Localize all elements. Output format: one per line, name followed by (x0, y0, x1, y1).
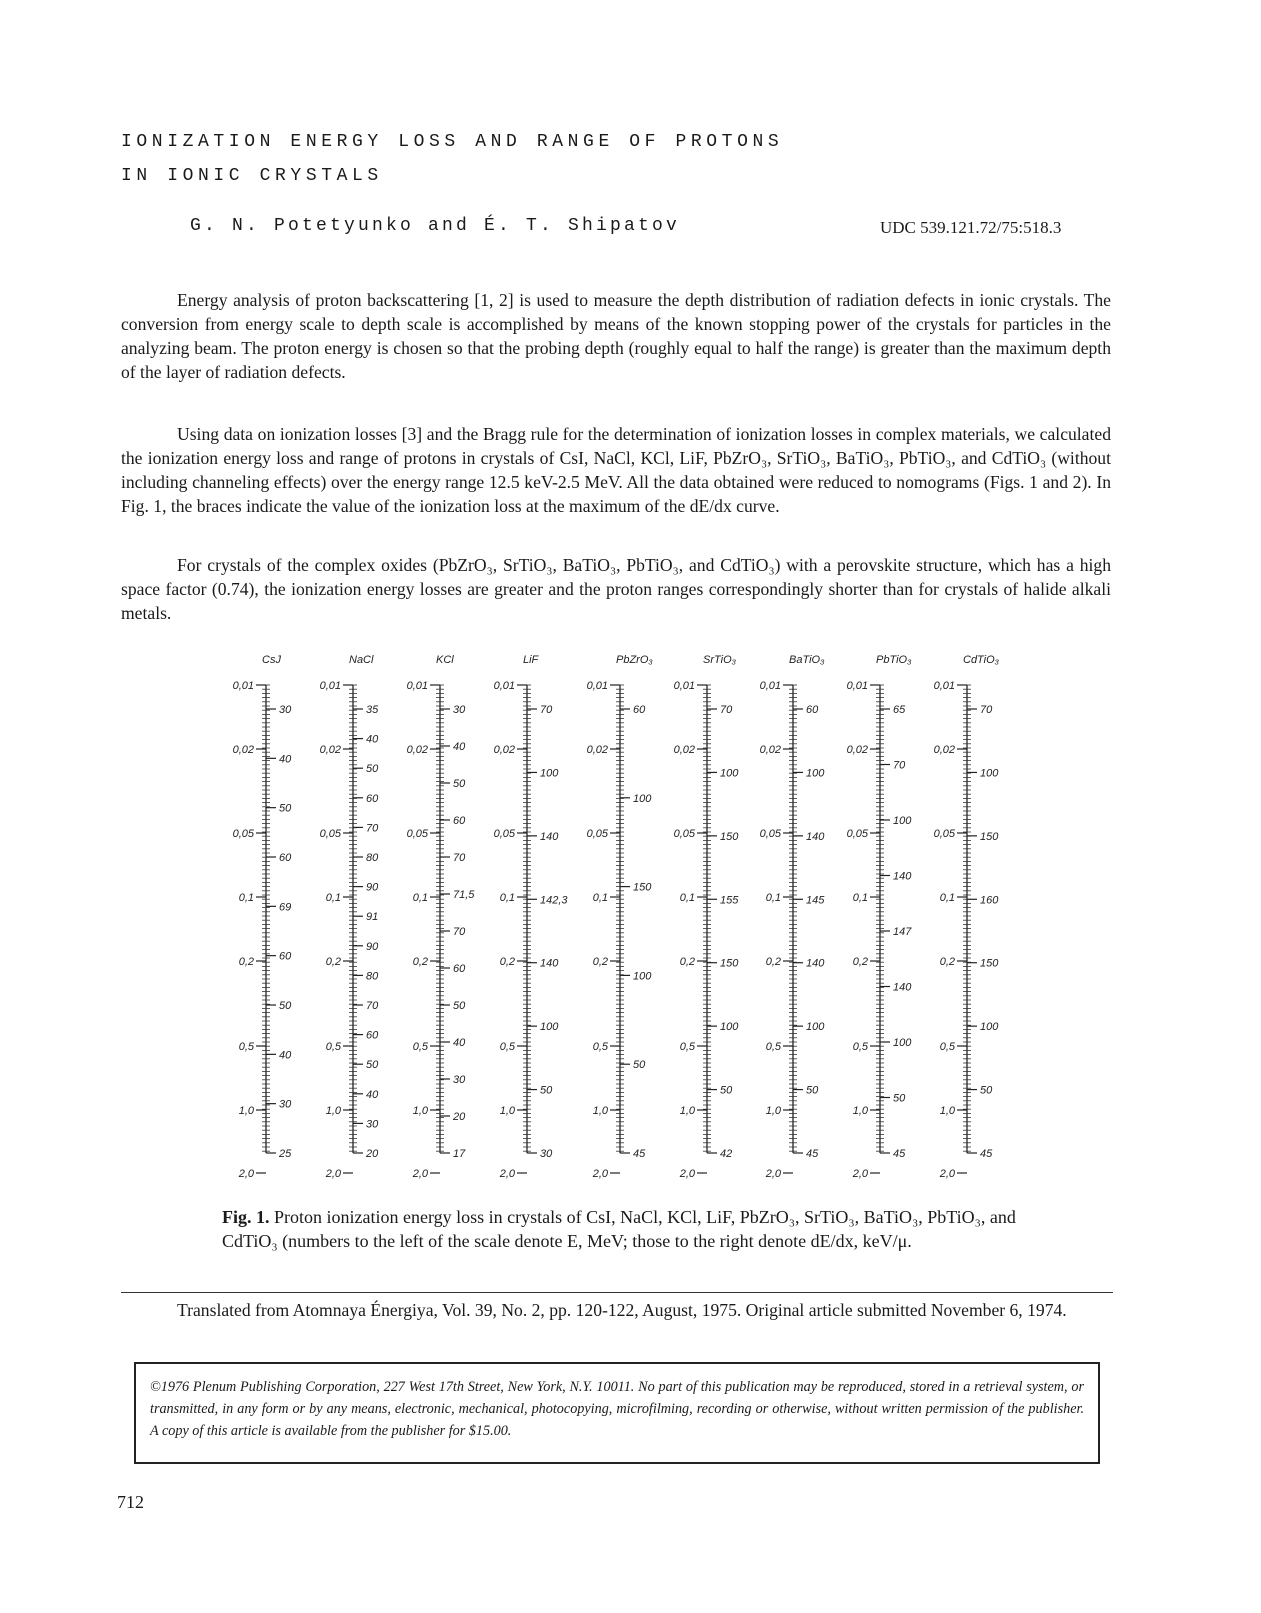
dedx-label: 100 (980, 1021, 999, 1034)
dedx-label: 40 (279, 753, 292, 766)
energy-label: 1,0 (765, 1105, 781, 1117)
energy-label: 0,1 (412, 892, 428, 904)
dedx-label: 155 (720, 894, 739, 907)
dedx-label: 145 (806, 894, 825, 907)
dedx-label: 140 (540, 830, 559, 843)
dedx-label: 40 (453, 1037, 466, 1049)
dedx-label: 60 (633, 704, 646, 716)
energy-label: 0,05 (319, 828, 341, 840)
energy-label: 0,02 (586, 744, 608, 756)
scale-name-0: CsJ (262, 654, 281, 666)
dedx-label: 30 (453, 1074, 466, 1086)
energy-label: 0,1 (765, 892, 781, 904)
energy-label: 0,2 (238, 956, 254, 968)
energy-label: 0,1 (939, 892, 955, 904)
energy-label: 0,05 (846, 828, 868, 840)
dedx-label: 70 (980, 704, 993, 716)
scale-name-1: NaCl (349, 654, 374, 666)
dedx-label: 91 (366, 911, 379, 924)
dedx-label: 50 (893, 1092, 906, 1105)
dedx-label: 60 (806, 704, 819, 716)
dedx-label: 147 (893, 926, 912, 938)
energy-label: 1,0 (325, 1105, 341, 1117)
dedx-label: 45 (893, 1148, 906, 1160)
paragraph-2-text: Using data on ionization losses [3] and the Bragg rule for the determination of ionization losses in complex materials, we calculated the ionization energy loss and range of protons in crystals of CsI, NaCl, KCl, LiF, PbZrO₃, SrTiO₃, BaTiO₃, PbTiO₃, and CdTiO₃ (without including channeling effects) over the energy range 12.5 keV-2.5 MeV. All the data obtained were reduced to nomograms (Figs. 1 and 2). In Fig. 1, the braces indicate the value of the ionization loss at the maximum of the dE/dx curve. (121, 424, 1111, 516)
paragraph-3 (121, 553, 1111, 625)
energy-label: 2,0 (592, 1168, 608, 1180)
dedx-label: 50 (633, 1059, 646, 1072)
energy-label: 0,5 (325, 1041, 341, 1053)
dedx-label: 150 (980, 830, 999, 843)
dedx-label: 50 (366, 763, 379, 776)
authors: G. N. Potetyunko and É. T. Shipatov (190, 216, 681, 236)
scale-name-6: BaTiO₃ (789, 654, 825, 666)
dedx-label: 70 (720, 704, 733, 716)
energy-label: 0,1 (592, 892, 608, 904)
energy-label: 0,2 (765, 956, 781, 968)
dedx-label: 30 (366, 1118, 379, 1131)
energy-label: 2,0 (238, 1168, 254, 1180)
energy-label: 0,2 (679, 956, 695, 968)
scale-name-8: CdTiO₃ (963, 654, 1000, 666)
energy-label: 0,01 (933, 680, 955, 692)
dedx-label: 50 (279, 1000, 292, 1012)
energy-label: 1,0 (852, 1105, 868, 1117)
dedx-label: 150 (980, 957, 999, 970)
energy-label: 0,01 (673, 680, 695, 692)
energy-label: 0,01 (846, 680, 868, 692)
energy-label: 2,0 (325, 1168, 341, 1180)
dedx-label: 80 (366, 970, 379, 983)
dedx-label: 100 (540, 767, 559, 780)
dedx-label: 40 (366, 733, 379, 746)
dedx-label: 150 (720, 830, 739, 843)
energy-label: 0,2 (592, 956, 608, 968)
dedx-label: 70 (366, 822, 379, 835)
figure-caption-text: Proton ionization energy loss in crystals of CsI, NaCl, KCl, LiF, PbZrO₃, SrTiO₃, BaTiO₃, PbTiO₃, and CdTiO₃ (numbers to the left of the scale denote E, MeV; those to the right denote dE/dx, keV/μ. (222, 1207, 1016, 1251)
scale-name-7: PbTiO₃ (876, 654, 912, 666)
copyright-box (134, 1362, 1100, 1464)
dedx-label: 45 (980, 1148, 993, 1160)
article-title-line-1: IONIZATION ENERGY LOSS AND RANGE OF PROTONS (121, 132, 784, 152)
dedx-label: 100 (633, 792, 652, 805)
dedx-label: 60 (279, 950, 292, 963)
energy-label: 2,0 (499, 1168, 515, 1180)
energy-label: 0,05 (759, 828, 781, 840)
energy-label: 0,05 (232, 828, 254, 840)
energy-label: 0,5 (592, 1041, 608, 1053)
dedx-label: 100 (633, 970, 652, 983)
dedx-label: 50 (540, 1084, 553, 1097)
energy-label: 0,2 (325, 956, 341, 968)
energy-label: 0,05 (673, 828, 695, 840)
energy-label: 1,0 (412, 1105, 428, 1117)
dedx-label: 40 (279, 1049, 292, 1062)
article-title-line-2: IN IONIC CRYSTALS (121, 166, 383, 186)
energy-label: 0,1 (238, 892, 254, 904)
scale-name-5: SrTiO₃ (703, 654, 736, 666)
figure-caption-label: Fig. 1. (222, 1207, 270, 1227)
energy-label: 2,0 (852, 1168, 868, 1180)
energy-label: 1,0 (238, 1105, 254, 1117)
energy-label: 2,0 (679, 1168, 695, 1180)
dedx-label: 60 (453, 815, 466, 827)
paragraph-3-text: For crystals of the complex oxides (PbZrO₃, SrTiO₃, BaTiO₃, PbTiO₃, and CdTiO₃) with a perovskite structure, which has a high space factor (0.74), the ionization energy losses are greater and the proton ranges correspondingly shorter than for crystals of halide alkali metals. (121, 555, 1111, 623)
energy-label: 0,05 (406, 828, 428, 840)
dedx-label: 140 (893, 870, 912, 883)
dedx-label: 70 (893, 759, 906, 772)
udc-code: UDC 539.121.72/75:518.3 (880, 218, 1062, 237)
energy-label: 0,01 (759, 680, 781, 692)
dedx-label: 60 (366, 1029, 379, 1042)
dedx-label: 69 (279, 901, 292, 914)
dedx-label: 100 (806, 767, 825, 780)
energy-label: 0,5 (939, 1041, 955, 1053)
paragraph-1-text: Energy analysis of proton backscattering [1, 2] is used to measure the depth distribution of radiation defects in ionic crystals. The conversion from energy scale to depth scale is accomplished by means of the known stopping power of the crystals for particles in the analyzing beam. The proton energy is chosen so that the probing depth (roughly equal to half the range) is greater than the maximum depth of the layer of radiation defects. (121, 290, 1111, 382)
energy-label: 0,01 (232, 680, 254, 692)
energy-label: 0,02 (933, 744, 955, 756)
dedx-label: 60 (453, 963, 466, 975)
dedx-label: 50 (453, 778, 466, 790)
dedx-label: 60 (279, 852, 292, 864)
dedx-label: 45 (806, 1148, 819, 1160)
dedx-label: 70 (453, 852, 466, 864)
dedx-label: 150 (720, 957, 739, 970)
energy-label: 2,0 (939, 1168, 955, 1180)
energy-label: 0,01 (406, 680, 428, 692)
figure-caption (222, 1205, 1030, 1253)
dedx-label: 35 (366, 704, 379, 716)
dedx-label: 100 (540, 1021, 559, 1034)
dedx-label: 50 (453, 1000, 466, 1012)
energy-label: 0,2 (412, 956, 428, 968)
scale-name-4: PbZrO₃ (616, 654, 653, 666)
energy-label: 0,5 (679, 1041, 695, 1053)
dedx-label: 40 (366, 1088, 379, 1101)
energy-label: 0,5 (412, 1041, 428, 1053)
dedx-label: 20 (366, 1148, 379, 1160)
energy-label: 0,1 (852, 892, 868, 904)
scale-name-3: LiF (523, 654, 539, 666)
energy-label: 1,0 (939, 1105, 955, 1117)
dedx-label: 100 (980, 767, 999, 780)
dedx-label: 42 (720, 1148, 733, 1160)
dedx-label: 40 (453, 741, 466, 753)
energy-label: 1,0 (592, 1105, 608, 1117)
dedx-label: 90 (366, 881, 379, 894)
paragraph-1 (121, 288, 1111, 384)
dedx-label: 45 (633, 1148, 646, 1160)
energy-label: 0,05 (493, 828, 515, 840)
energy-label: 0,02 (319, 744, 341, 756)
translation-note (121, 1298, 1111, 1322)
copyright-text: ©1976 Plenum Publishing Corporation, 227 West 17th Street, New York, N.Y. 10011. No part of this publication may be reproduced, stored in a retrieval system, or transmitted, in any form or by any means, electronic, mechanical, photocopying, microfilming, recording or otherwise, without written permission of the publisher. A copy of this article is available from the publisher for $15.00. (150, 1379, 1084, 1439)
dedx-label: 80 (366, 852, 379, 864)
energy-label: 2,0 (765, 1168, 781, 1180)
energy-label: 1,0 (499, 1105, 515, 1117)
dedx-label: 30 (279, 1098, 292, 1111)
dedx-label: 140 (893, 981, 912, 994)
dedx-label: 142,3 (540, 894, 568, 907)
dedx-label: 50 (720, 1084, 733, 1097)
dedx-label: 150 (633, 881, 652, 894)
translation-note-text: Translated from Atomnaya Énergiya, Vol. 39, No. 2, pp. 120-122, August, 1975. Original article submitted November 6, 1974. (177, 1300, 1067, 1320)
energy-label: 0,01 (319, 680, 341, 692)
dedx-label: 65 (893, 704, 906, 716)
energy-label: 0,2 (499, 956, 515, 968)
energy-label: 0,2 (852, 956, 868, 968)
dedx-label: 71,5 (453, 889, 475, 901)
energy-label: 0,01 (493, 680, 515, 692)
energy-label: 0,02 (232, 744, 254, 756)
energy-label: 0,2 (939, 956, 955, 968)
dedx-label: 50 (806, 1084, 819, 1097)
dedx-label: 17 (453, 1148, 466, 1160)
dedx-label: 50 (980, 1084, 993, 1097)
dedx-label: 30 (279, 704, 292, 716)
energy-label: 0,02 (673, 744, 695, 756)
energy-label: 2,0 (412, 1168, 428, 1180)
energy-label: 0,1 (499, 892, 515, 904)
energy-label: 0,5 (499, 1041, 515, 1053)
dedx-label: 100 (720, 1021, 739, 1034)
energy-label: 0,5 (238, 1041, 254, 1053)
dedx-label: 30 (540, 1148, 553, 1160)
dedx-label: 50 (279, 802, 292, 815)
energy-label: 0,02 (493, 744, 515, 756)
dedx-label: 20 (453, 1111, 466, 1123)
dedx-label: 70 (540, 704, 553, 716)
dedx-label: 100 (720, 767, 739, 780)
energy-label: 0,02 (759, 744, 781, 756)
dedx-label: 90 (366, 940, 379, 953)
energy-label: 0,05 (586, 828, 608, 840)
energy-label: 1,0 (679, 1105, 695, 1117)
dedx-label: 30 (453, 704, 466, 716)
dedx-label: 50 (366, 1059, 379, 1072)
dedx-label: 70 (366, 1000, 379, 1012)
dedx-label: 70 (453, 926, 466, 938)
dedx-label: 140 (806, 957, 825, 970)
dedx-label: 25 (279, 1148, 292, 1160)
energy-label: 0,02 (406, 744, 428, 756)
energy-label: 0,02 (846, 744, 868, 756)
energy-label: 0,5 (765, 1041, 781, 1053)
dedx-label: 140 (540, 957, 559, 970)
dedx-label: 160 (980, 894, 999, 907)
scale-name-2: KCl (436, 654, 454, 666)
energy-label: 0,1 (679, 892, 695, 904)
dedx-label: 60 (366, 792, 379, 805)
dedx-label: 100 (806, 1021, 825, 1034)
dedx-label: 100 (893, 1037, 912, 1049)
energy-label: 0,05 (933, 828, 955, 840)
energy-label: 0,01 (586, 680, 608, 692)
dedx-label: 100 (893, 815, 912, 827)
paragraph-2 (121, 422, 1111, 518)
page-number: 712 (117, 1492, 144, 1512)
nomogram-figure (220, 645, 1030, 1203)
energy-label: 0,5 (852, 1041, 868, 1053)
footnote-divider (121, 1292, 1113, 1293)
energy-label: 0,1 (325, 892, 341, 904)
dedx-label: 140 (806, 830, 825, 843)
